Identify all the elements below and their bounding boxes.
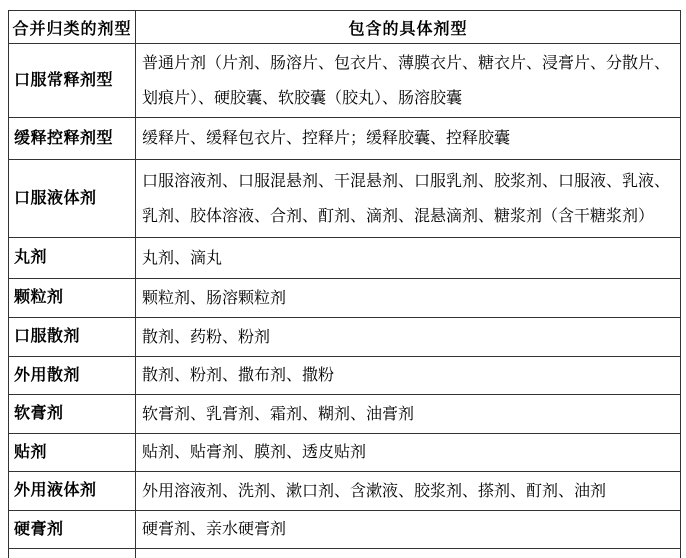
category-cell: 口服常释剂型 <box>9 44 136 118</box>
header-details: 包含的具体剂型 <box>136 11 681 44</box>
category-cell: 软膏剂 <box>9 395 136 434</box>
table-row <box>9 434 681 472</box>
details-cell: 颗粒剂、肠溶颗粒剂 <box>136 279 681 318</box>
table-row <box>9 44 681 118</box>
category-cell: 口服散剂 <box>9 318 136 357</box>
details-cell: 外用溶液剂、洗剂、漱口剂、含漱液、胶浆剂、搽剂、酊剂、油剂 <box>136 472 681 511</box>
category-cell: 颗粒剂 <box>9 279 136 318</box>
details-cell: 散剂、药粉、粉剂 <box>136 318 681 357</box>
table-row <box>9 318 681 357</box>
category-cell: 外用散剂 <box>9 357 136 395</box>
table-header-row <box>9 11 681 44</box>
category-cell <box>9 549 136 558</box>
category-cell: 丸剂 <box>9 238 136 279</box>
table-row <box>9 279 681 318</box>
category-cell: 硬膏剂 <box>9 511 136 549</box>
details-cell: 缓释片、缓释包衣片、控释片；缓释胶囊、控释胶囊 <box>136 118 681 160</box>
category-cell: 缓释控释剂型 <box>9 118 136 160</box>
table-row <box>9 395 681 434</box>
details-cell: 软膏剂、乳膏剂、霜剂、糊剂、油膏剂 <box>136 395 681 434</box>
details-cell: 贴剂、贴膏剂、膜剂、透皮贴剂 <box>136 434 681 472</box>
details-cell: 丸剂、滴丸 <box>136 238 681 279</box>
details-cell: 口服溶液剂、口服混悬剂、干混悬剂、口服乳剂、胶浆剂、口服液、乳液、乳剂、胶体溶液、合剂、酊剂、滴剂、混悬滴剂、糖浆剂（含干糖浆剂） <box>136 160 681 238</box>
table-row-partial <box>9 549 681 558</box>
table-row <box>9 160 681 238</box>
header-category: 合并归类的剂型 <box>9 11 136 44</box>
dosage-form-table <box>8 10 681 558</box>
table-row <box>9 118 681 160</box>
details-cell: 散剂、粉剂、撒布剂、撒粉 <box>136 357 681 395</box>
category-cell: 贴剂 <box>9 434 136 472</box>
details-cell <box>136 549 681 558</box>
details-cell: 普通片剂（片剂、肠溶片、包衣片、薄膜衣片、糖衣片、浸膏片、分散片、划痕片）、硬胶囊、软胶囊（胶丸）、肠溶胶囊 <box>136 44 681 118</box>
category-cell: 外用液体剂 <box>9 472 136 511</box>
table-row <box>9 357 681 395</box>
table-row <box>9 238 681 279</box>
table-row <box>9 511 681 549</box>
category-cell: 口服液体剂 <box>9 160 136 238</box>
details-cell: 硬膏剂、亲水硬膏剂 <box>136 511 681 549</box>
table-row <box>9 472 681 511</box>
